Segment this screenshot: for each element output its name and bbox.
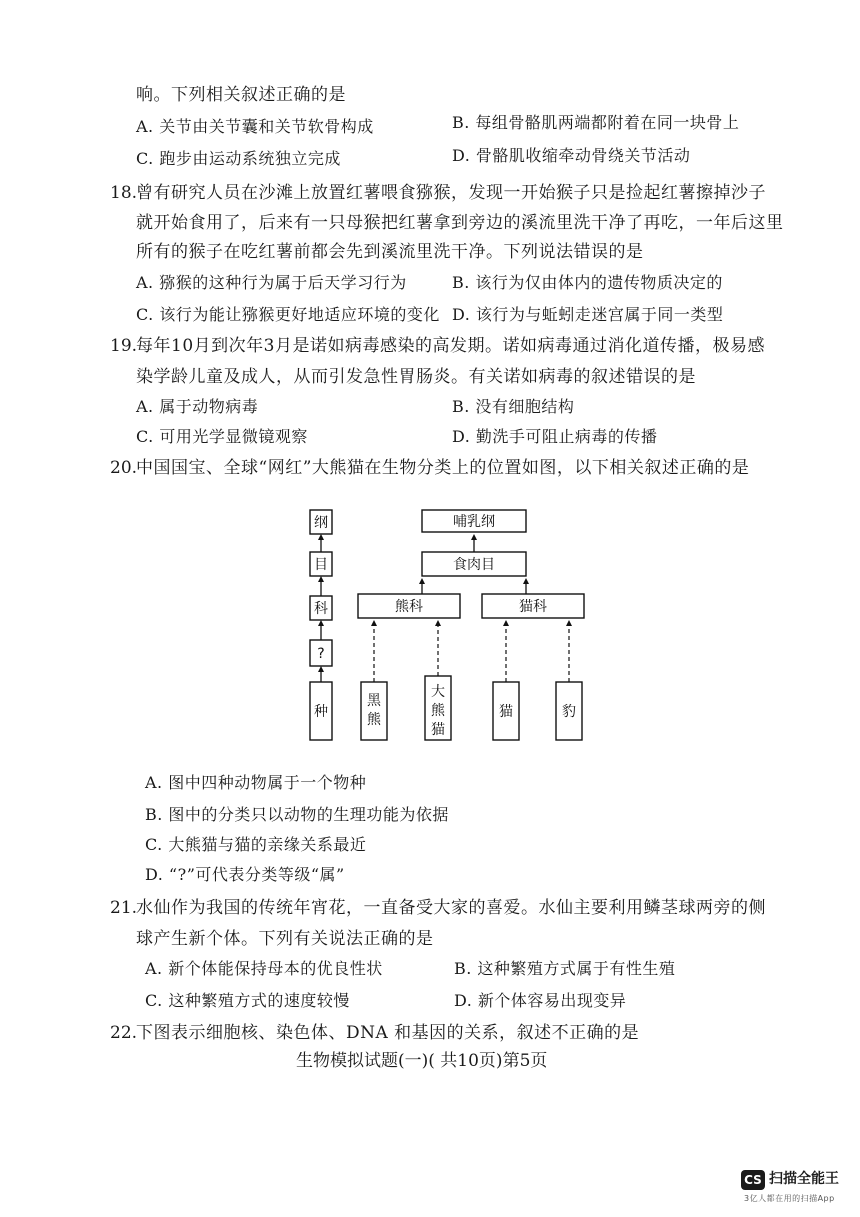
- q20-number: 20.: [110, 458, 138, 478]
- level-family-label: 科: [314, 601, 328, 617]
- family-bear-label: 熊科: [395, 599, 423, 615]
- q19-option-a: A. 属于动物病毒: [136, 397, 259, 416]
- q21-stem-line-2: 球产生新个体。下列有关说法正确的是: [136, 929, 434, 949]
- scanner-app-name: 扫描全能王: [769, 1171, 839, 1187]
- q21-option-b: B. 这种繁殖方式属于有性生殖: [454, 959, 676, 978]
- q20-option-b: B. 图中的分类只以动物的生理功能为依据: [145, 805, 449, 824]
- species-black-bear-char-1: 黑: [367, 693, 381, 709]
- q19-option-b: B. 没有细胞结构: [452, 397, 575, 416]
- species-giant-panda-char-1: 大: [431, 684, 445, 700]
- level-order-label: 目: [314, 557, 328, 573]
- q18-option-a: A. 猕猴的这种行为属于后天学习行为: [136, 273, 407, 292]
- q17-option-a: A. 关节由关节囊和关节软骨构成: [136, 117, 374, 136]
- q18-stem-line-1: 曾有研究人员在沙滩上放置红薯喂食猕猴，发现一开始猴子只是捡起红薯擦掉沙子: [136, 183, 766, 203]
- q17-option-b: B. 每组骨骼肌两端都附着在同一块骨上: [452, 113, 740, 132]
- q18-number: 18.: [110, 183, 138, 203]
- q20-option-c: C. 大熊猫与猫的亲缘关系最近: [145, 835, 367, 854]
- q17-option-c: C. 跑步由运动系统独立完成: [136, 149, 341, 168]
- q21-option-d: D. 新个体容易出现变异: [454, 991, 627, 1010]
- q20-option-a: A. 图中四种动物属于一个物种: [145, 773, 367, 792]
- q19-stem-line-2: 染学龄儿童及成人，从而引发急性胃肠炎。有关诺如病毒的叙述错误的是: [136, 367, 696, 387]
- q17-stem-continuation: 响。下列相关叙述正确的是: [136, 85, 346, 105]
- species-giant-panda-char-2: 熊: [431, 703, 445, 719]
- order-label: 食肉目: [453, 557, 495, 573]
- species-cat-label: 猫: [499, 704, 513, 720]
- q21-option-c: C. 这种繁殖方式的速度较慢: [145, 991, 350, 1010]
- level-unknown-label: ?: [317, 646, 325, 662]
- scanner-app-tagline: 3亿人都在用的扫描App: [744, 1194, 835, 1203]
- q22-number: 22.: [110, 1023, 138, 1043]
- q18-stem-line-3: 所有的猴子在吃红薯前都会先到溪流里洗干净。下列说法错误的是: [136, 242, 644, 262]
- taxonomy-level-ladder: [310, 510, 332, 740]
- q18-option-d: D. 该行为与蚯蚓走迷宫属于同一类型: [452, 305, 724, 324]
- level-species-label: 种: [314, 704, 328, 720]
- q21-option-a: A. 新个体能保持母本的优良性状: [145, 959, 383, 978]
- q19-option-c: C. 可用光学显微镜观察: [136, 427, 308, 446]
- scanner-logo-icon: CS: [741, 1170, 765, 1190]
- page-footer: 生物模拟试题(一)( 共10页)第5页: [296, 1051, 548, 1071]
- class-label: 哺乳纲: [453, 514, 495, 530]
- q18-option-c: C. 该行为能让猕猴更好地适应环境的变化: [136, 305, 440, 324]
- q17-option-d: D. 骨骼肌收缩牵动骨绕关节活动: [452, 146, 691, 165]
- species-box-black-bear: [361, 682, 387, 740]
- q19-option-d: D. 勤洗手可阻止病毒的传播: [452, 427, 658, 446]
- q19-number: 19.: [110, 336, 138, 356]
- q22-stem-line-1: 下图表示细胞核、染色体、DNA 和基因的关系，叙述不正确的是: [136, 1023, 640, 1043]
- taxonomy-diagram: [300, 500, 600, 750]
- family-cat-label: 猫科: [519, 599, 547, 615]
- q21-number: 21.: [110, 898, 138, 918]
- q18-option-b: B. 该行为仅由体内的遗传物质决定的: [452, 273, 723, 292]
- q19-stem-line-1: 每年10月到次年3月是诺如病毒感染的高发期。诺如病毒通过消化道传播，极易感: [136, 336, 765, 356]
- q20-option-d: D. “?”可代表分类等级“属”: [145, 865, 345, 884]
- species-giant-panda-char-3: 猫: [431, 722, 445, 738]
- q20-stem-line-1: 中国国宝、全球“网红”大熊猫在生物分类上的位置如图，以下相关叙述正确的是: [136, 458, 750, 478]
- species-black-bear-char-2: 熊: [367, 712, 381, 728]
- q21-stem-line-1: 水仙作为我国的传统年宵花，一直备受大家的喜爱。水仙主要利用鳞茎球两旁的侧: [136, 898, 766, 918]
- level-class-label: 纲: [314, 515, 328, 531]
- species-leopard-label: 豹: [562, 704, 576, 720]
- q18-stem-line-2: 就开始食用了，后来有一只母猴把红薯拿到旁边的溪流里洗干净了再吃，一年后这里: [136, 213, 784, 233]
